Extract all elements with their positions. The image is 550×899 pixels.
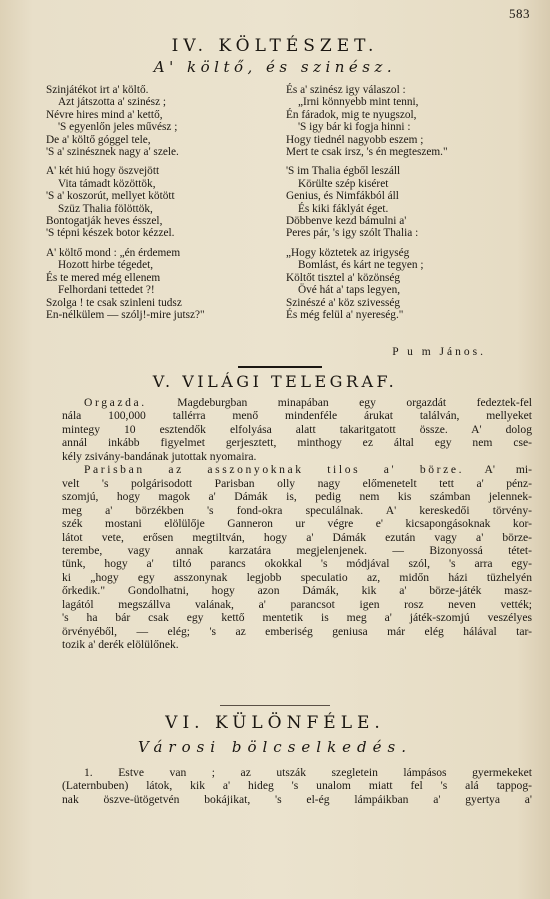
poem-line: „Hogy köztetek az irigység	[286, 246, 410, 259]
text-line: annál inkább figyelmet gerjesztett, minthogy ez által egy nem cse-	[62, 436, 532, 450]
text-line: ki „hogy egy asszonynak legjobb speculatio az, midőn házi tüzhelyén	[62, 570, 532, 584]
poem-line: És kiki fáklyát éget.	[298, 202, 389, 215]
poem-line: 'S egyenlőn jeles művész ;	[58, 121, 178, 134]
poem-line: Mert te csak irsz, 's én megteszem."	[286, 146, 448, 159]
poem-line: Költőt tisztel a' közönség	[286, 271, 401, 284]
text-run: A' mi-	[464, 463, 533, 477]
text-line	[62, 396, 532, 409]
section-divider	[220, 705, 330, 706]
poem-line: Döbbenve kezd bámulni a'	[286, 215, 407, 228]
poem-line: Körülte szép kiséret	[298, 177, 389, 190]
text-line: meg a' börzékben 's fond-okra speculálnak. A' kereskedői törvény-	[62, 503, 532, 517]
text-run: lámpásos gyermekeket	[377, 766, 532, 779]
section-iv-heading: IV. KÖLTÉSZET.	[171, 36, 379, 56]
poem-line: Hogy tiednél nagyobb eszem ;	[286, 133, 424, 146]
poem-line: Azt játszotta a' szinész ;	[58, 96, 167, 109]
poem-line: „Irni könnyebb mint tenni,	[298, 96, 419, 109]
section-vi-body	[62, 766, 532, 806]
page-number: 583	[509, 6, 530, 21]
text-line: szomjú, hogy magok a' Dámák is, pedig nem kis számban jelennek-	[62, 490, 532, 504]
poem-line: De a' költő góggel tele,	[46, 133, 151, 146]
poem-line: Bomlást, és kárt ne tegyen ;	[298, 259, 424, 272]
poem-line: En-nélkülem — szólj!-mire jutsz?"	[46, 308, 205, 321]
text-line: nála 100,000 tallérra menő mindenféle árukat találván, mellyeket	[62, 409, 532, 423]
poem-line: Bontogatják heves ésszel,	[46, 215, 163, 228]
poem-line: 'S im Thalia égből leszáll	[286, 165, 401, 178]
poem-signature: P u m János.	[392, 346, 486, 358]
poem-line: Szinészé a' köz szivesség	[286, 296, 401, 309]
text-line: látot vete, erősen megtiltván, hogy a' Dámák ezután vagy a' börze-	[62, 530, 532, 544]
text-line: örvényéből, — elég; 's az emberiség geniusa már elég hálával tar-	[62, 624, 532, 638]
section-v-heading: V. VILÁGI TELEGRAF.	[152, 372, 398, 391]
text-line: lagától megszállva valának, a' parancsot igen rosz neven vették;	[62, 597, 532, 611]
poem-line: És a' szinész igy válaszol :	[286, 84, 406, 96]
text-line: tozik a' derék elölülőnek.	[62, 638, 179, 652]
section-iv-subtitle: A' költő, és szinész.	[153, 58, 397, 76]
poem-line: Genius, és Nimfákból áll	[286, 190, 399, 203]
text-line: szék mostani elölülője Ganneron ur végre e' kicsapongásoknak kor-	[62, 517, 532, 531]
section-vi-heading: VI. KÜLÖNFÉLE.	[165, 713, 385, 733]
run-in-heading: Orgazda.	[84, 396, 147, 409]
poem-line: 'S a' koszorút, mellyet kötött	[46, 190, 175, 203]
text-line: tünk, hogy a' tiltó parancs okokkal 's módjával szól, 's arra egy-	[62, 557, 532, 571]
poem-line: Vita támadt közöttök,	[58, 177, 156, 190]
poem-line: Szüz Thalia fölöttök,	[58, 202, 153, 215]
text-line: kély zsivány-bandának jutottak nyomaira.	[62, 449, 257, 463]
poem-line: Hozott hirbe tégedet,	[58, 259, 154, 272]
poem-line: Övé hát a' taps legyen,	[298, 284, 401, 297]
poem-line: Peres pár, 's igy szólt Thalia :	[286, 227, 419, 240]
text-line: 's ha bár csak egy kettő mentetik is meg a' játék-szomjú veszélyes	[62, 611, 532, 625]
poem-line: És még felül a' nyereség."	[286, 308, 404, 321]
poem-line: Szolga ! te csak szinleni tudsz	[46, 296, 182, 309]
poem-line: 'S igy bár ki fogja hinni :	[298, 121, 411, 134]
text-line: terembe, vagy annak karzatára megjelenjenek. — Bizonyossá tétet-	[62, 543, 532, 557]
run-in-heading: 1. Estve van ; az utszák szegletein	[84, 766, 378, 779]
section-v-body	[62, 396, 532, 652]
poem-left-column	[46, 84, 205, 321]
poem-line: 'S a' szinésznek nagy a' szele.	[46, 146, 179, 159]
text-line	[62, 463, 532, 476]
poem-line: Én fáradok, mig te nyugszol,	[286, 108, 417, 121]
poem-line: És te mered még ellenem	[46, 271, 161, 284]
text-run: Magdeburgban minapában egy orgazdát fedeztek-fel	[146, 396, 532, 409]
poem-line: Névre hires mind a' kettő,	[46, 108, 163, 121]
text-line: őrkedik." Gondolhatni, hogy azon Dámák, kik a' börze-játék masz-	[62, 584, 532, 598]
section-vi-subtitle: Városi bölcselkedés.	[138, 738, 412, 756]
text-line	[62, 766, 532, 779]
poem-line: A' költő mond : „én érdemem	[46, 246, 181, 259]
run-in-heading: Parisban az asszonyoknak tilos a' börze.	[84, 463, 465, 477]
poem-line: Felhordani tettedet ?!	[58, 284, 155, 297]
poem-line: Szinjátékot irt a' költő.	[46, 84, 149, 96]
text-line: nak öszve-ütögetvén bokájikat, 's el-ég lámpáikban a' gyertya a'	[62, 792, 532, 806]
text-line: velt 's polgárisodott Parisban olly nagy előmenetelt tett a' pénz-	[62, 476, 532, 490]
text-line: mintegy 10 esztendők elfolyása alatt takaritgatott össze. A' dolog	[62, 422, 532, 436]
section-divider	[238, 366, 322, 368]
poem-line: A' két hiú hogy öszvejött	[46, 165, 160, 178]
text-line: (Laternbuben) látok, kik a' hideg 's unalom miatt fel 's alá tappog-	[62, 779, 532, 793]
poem-line: 'S tépni készek botor kézzel.	[46, 227, 175, 240]
poem-right-column	[286, 84, 448, 321]
